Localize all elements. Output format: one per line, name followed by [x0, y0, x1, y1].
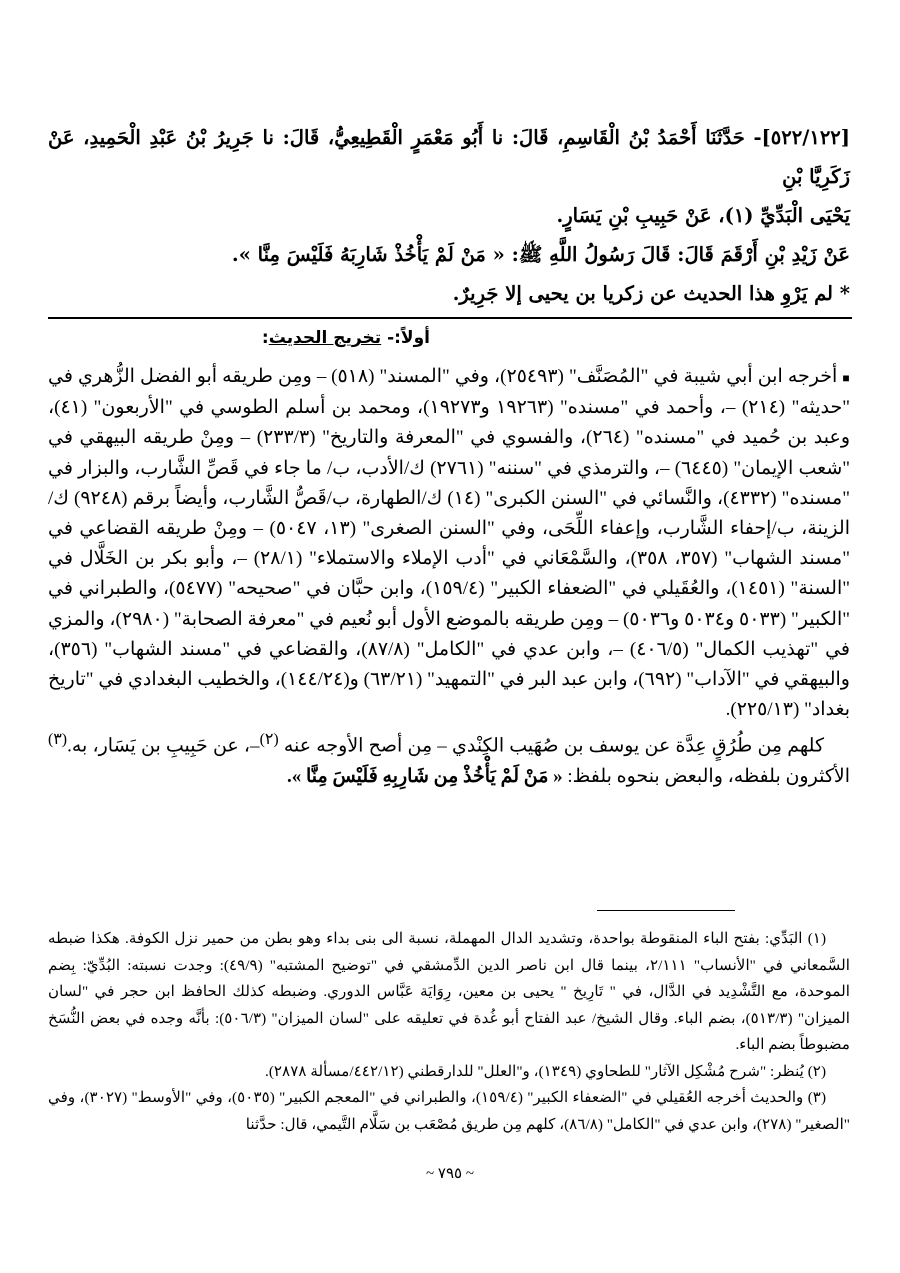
footnote-2: (٢) يُنظر: "شرح مُشْكِل الآثار" للطحاوي (١٣٤٩)، و"العلل" للدارقطني (٤٤٢/١٢/مسألة ٢٨٧٨). — [265, 1062, 826, 1080]
takhrij-paragraph-1 — [48, 362, 850, 725]
heading-colon: : — [261, 328, 269, 348]
takhrij-body — [48, 362, 850, 792]
footnote-separator — [597, 910, 735, 911]
footnote-ref-2[interactable]: (٢) — [259, 731, 279, 749]
hadith-matn: عَنْ زَيْدِ بْنِ أَرْقَمَ قَالَ: قَالَ رَسُولُ اللَّهِ ﷺ: « مَنْ لَمْ يَأْخُذْ شَارِبَهُ فَلَيْسَ مِنَّا ». — [231, 243, 850, 266]
para2-start: كلهم مِن طُرُقٍ عِدَّة عن يوسف بن صُهَيب الكِنْدي – مِن أصح الأوجه عنه — [283, 735, 824, 757]
hadith-isnad-line2: يَحْيَى الْبَدِّيِّ (١)، عَنْ حَبِيبِ بْنِ يَسَارٍ. — [556, 204, 850, 227]
footnotes — [48, 926, 850, 1138]
hadith-comment: * لم يَرْوِ هذا الحديث عن زكريا بن يحيى إلا جَرِيرٌ. — [452, 282, 850, 305]
footnote-ref-3[interactable]: (٣) — [48, 731, 68, 749]
para2-mid: –، عن حَبِيبِ بن يَسَار، به. — [67, 735, 260, 757]
page-number: ~ ٧٩٥ ~ — [426, 1166, 474, 1182]
section-heading — [262, 328, 430, 348]
takhrij-paragraph-2 — [48, 725, 850, 792]
footnote-1: (١) البَدِّي: بفتح الباء المنقوطة بواحدة، وتشديد الدال المهملة، نسبة الى بنى بداء وهو بطن من حمير نزل الكوفة. هكذا ضبطه السَّمعاني في "الأنساب" ٢/١١١، بينما قال ابن ناصر الدين الدِّمشقي في "توضيح المشتبه" (٤٩/٩): وجدت نسبته: البُدِّيّ: بِضم الموحدة، مع التَّشْدِيد في الدَّال، في " تَارِيخ " يحيى بن معين، رِوَايَة عَبَّاس الدوري. وضبطه كذلك الحافظ ابن حجر في "لسان الميزان" (٥١٣/٣)، بضم الباء. وقال الشيخ/ عبد الفتاح أبو غُدة في تعليقه على "لسان الميزان" (٥٠٦/٣): بأنَّه وجده في بعض النُّسَخ مضبوطاً بضم الباء. — [48, 930, 850, 1053]
section-divider — [48, 317, 852, 319]
para2-end: الأكثرون بلفظه، والبعض بنحوه بلفظ: — [567, 765, 850, 787]
takhrij-para1-text: أخرجه ابن أبي شيبة في "المُصَنَّف" (٢٥٤٩٣)، وفي "المسند" (٥١٨) – ومِن طريقه أبو الفضل الزُّهري في "حديثه" (٢١٤) –، وأحمد في "مسنده" (١٩٢٦٣ و١٩٢٧٣)، ومحمد بن أسلم الطوسي في "الأربعون" (٤١)، وعبد بن حُميد في "مسنده" (٢٦٤)، والفسوي في "المعرفة والتاريخ" (٢٣٣/٣) – ومِنْ طريقه البيهقي في "شعب الإيمان" (٦٤٤٥) –، والترمذي في "سننه" (٢٧٦١) ك/الأدب، ب/ ما جاء في قَصِّ الشَّارب، والبزار في "مسنده" (٤٣٣٢)، والنَّسائي في "السنن الكبرى" (١٤) ك/الطهارة، ب/قَصُّ الشَّارب، وأيضاً برقم (٩٢٤٨) ك/الزينة، ب/إحفاء الشَّارب، وإعفاء اللِّحَى، وفي "السنن الصغرى" (١٣، ٥٠٤٧) – ومِنْ طريقه القضاعي في "مسند الشهاب" (٣٥٧، ٣٥٨)، والسَّمْعَاني في "أدب الإملاء والاستملاء" (٢٨/١) –، وأبو بكر بن الخَلَّال في "السنة" (١٤٥١)، والعُقَيلي في "الضعفاء الكبير" (١٥٩/٤)، وابن حبَّان في "صحيحه" (٥٤٧٧)، والطبراني في "الكبير" (٥٠٣٣ و٥٠٣٤ و٥٠٣٦) – ومِن طريقه بالموضع الأول أبو نُعيم في "معرفة الصحابة" (٢٩٨٠)، والمزي في "تهذيب الكمال" (٤٠٦/٥) –، وابن عدي في "الكامل" (٨٧/٨)، والقضاعي في "مسند الشهاب" (٣٥٦)، والبيهقي في "الآداب" (٦٩٢)، وابن عبد البر في "التمهيد" (٦٣/٢١) و(١٤٤/٢٤)، والخطيب البغدادي في "تاريخ بغداد" (٢٢٥/١٣). — [48, 366, 851, 721]
hadith-isnad-line1: [٥٢٢/١٢٢]- حَدَّثَنَا أَحْمَدُ بْنُ الْقَاسِمِ، قَالَ: نا أَبُو مَعْمَرٍ الْقَطِيعِيُّ، قَالَ: نا جَرِيرُ بْنُ عَبْدِ الْحَمِيدِ، عَنْ زَكَرِيَّا بْنِ — [48, 126, 850, 188]
bullet-icon: ■ — [842, 371, 851, 385]
hadith-text — [48, 118, 850, 313]
heading-number: أولاً:- — [387, 328, 430, 348]
heading-title: تخريج الحديث — [268, 328, 382, 348]
para2-quote: « مَنْ لَمْ يَأْخُذْ مِن شَارِبِهِ فَلَيْسَ مِنَّا ». — [287, 765, 563, 787]
footnote-3: (٣) والحديث أخرجه العُقيلي في "الضعفاء الكبير" (١٥٩/٤)، والطبراني في "المعجم الكبير" (٥٠٣٥)، وفي "الأوسط" (٣٠٢٧)، وفي "الصغير" (٢٧٨)، وابن عدي في "الكامل" (٨٦/٨)، كلهم مِن طريق مُصْعَب بن سَلَّام التَّيمي، قال: حدَّثنا — [48, 1089, 850, 1133]
